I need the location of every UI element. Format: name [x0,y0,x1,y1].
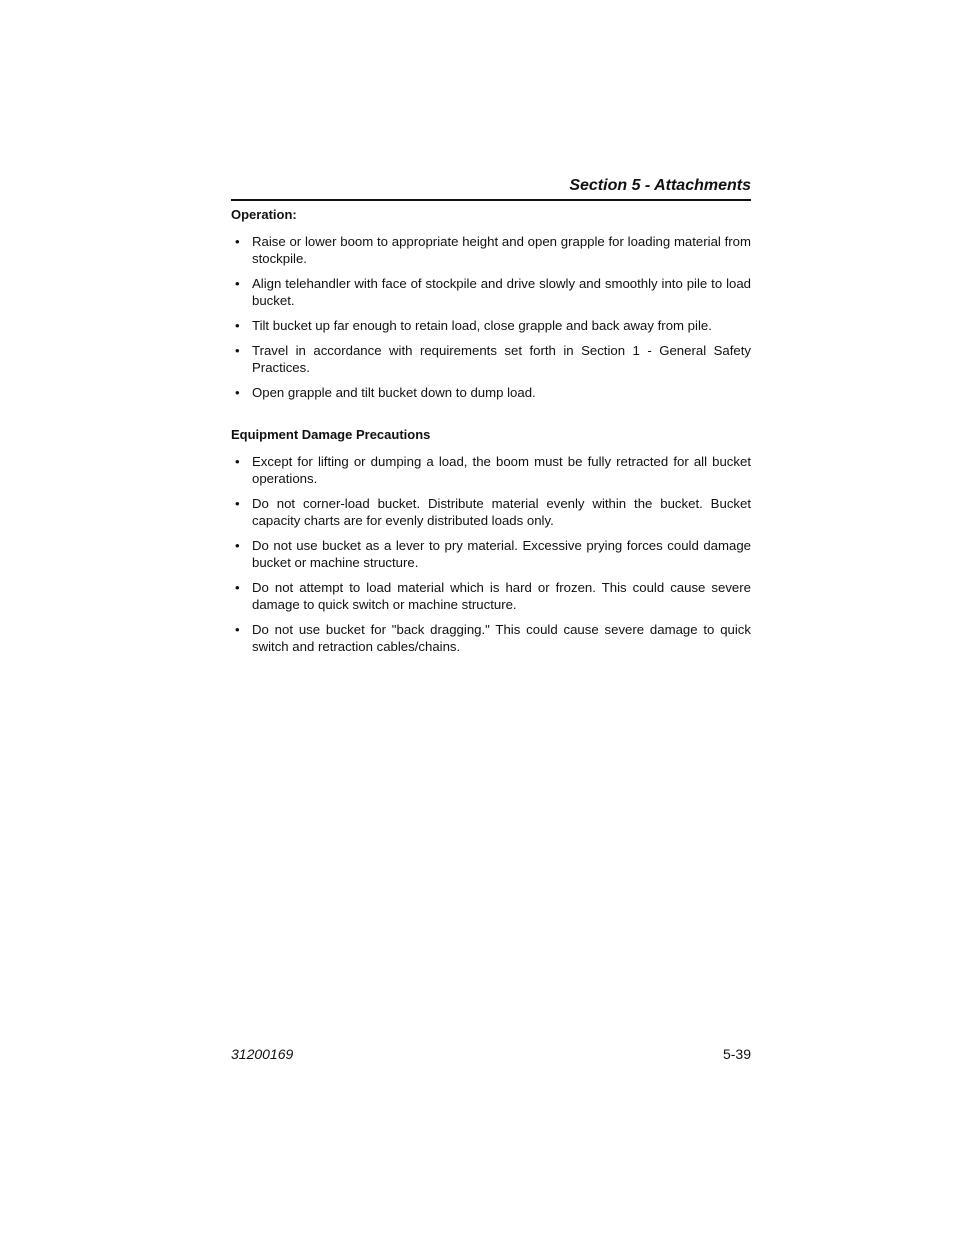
bullet-icon: • [235,496,240,511]
document-number: 31200169 [231,1046,294,1062]
list-item-text: Do not use bucket as a lever to pry material. Excessive prying forces could damage bucket or machine structure. [252,538,751,570]
list-item-text: Align telehandler with face of stockpile and drive slowly and smoothly into pile to load bucket. [252,276,751,308]
page-number: 5-39 [722,1046,751,1062]
bullet-icon: • [235,538,240,553]
list-item-text: Do not attempt to load material which is hard or frozen. This could cause severe damage to quick switch or machine structure. [252,580,751,612]
list-item-text: Except for lifting or dumping a load, the boom must be fully retracted for all bucket operations. [252,454,751,486]
page-content [231,205,751,663]
list-item-text: Travel in accordance with requirements set forth in Section 1 - General Safety Practices. [252,343,751,375]
bullet-icon: • [235,454,240,469]
bullet-icon: • [235,385,240,400]
list-item [231,342,751,376]
manual-page [231,0,751,1235]
bullet-icon: • [235,580,240,595]
operation-heading: Operation: [231,207,297,222]
list-item [231,621,751,655]
damage-precautions-heading: Equipment Damage Precautions [231,427,431,442]
list-item [231,495,751,529]
bullet-icon: • [235,343,240,358]
list-item [231,537,751,571]
list-item [231,579,751,613]
list-item [231,317,751,334]
list-item-text: Tilt bucket up far enough to retain load, close grapple and back away from pile. [252,318,712,333]
header-rule [231,199,751,201]
bullet-icon: • [235,622,240,637]
damage-precautions-list [231,453,751,655]
list-item [231,453,751,487]
bullet-icon: • [235,276,240,291]
list-item-text: Raise or lower boom to appropriate height and open grapple for loading material from stockpile. [252,234,751,266]
operation-list [231,233,751,401]
list-item [231,233,751,267]
list-item [231,384,751,401]
list-item [231,275,751,309]
list-item-text: Open grapple and tilt bucket down to dump load. [252,385,536,400]
section-title: Section 5 - Attachments [569,177,751,194]
bullet-icon: • [235,234,240,249]
list-item-text: Do not corner-load bucket. Distribute material evenly within the bucket. Bucket capacity charts are for evenly distributed loads only. [252,496,751,528]
list-item-text: Do not use bucket for "back dragging." This could cause severe damage to quick switch and retraction cables/chains. [252,622,751,654]
bullet-icon: • [235,318,240,333]
